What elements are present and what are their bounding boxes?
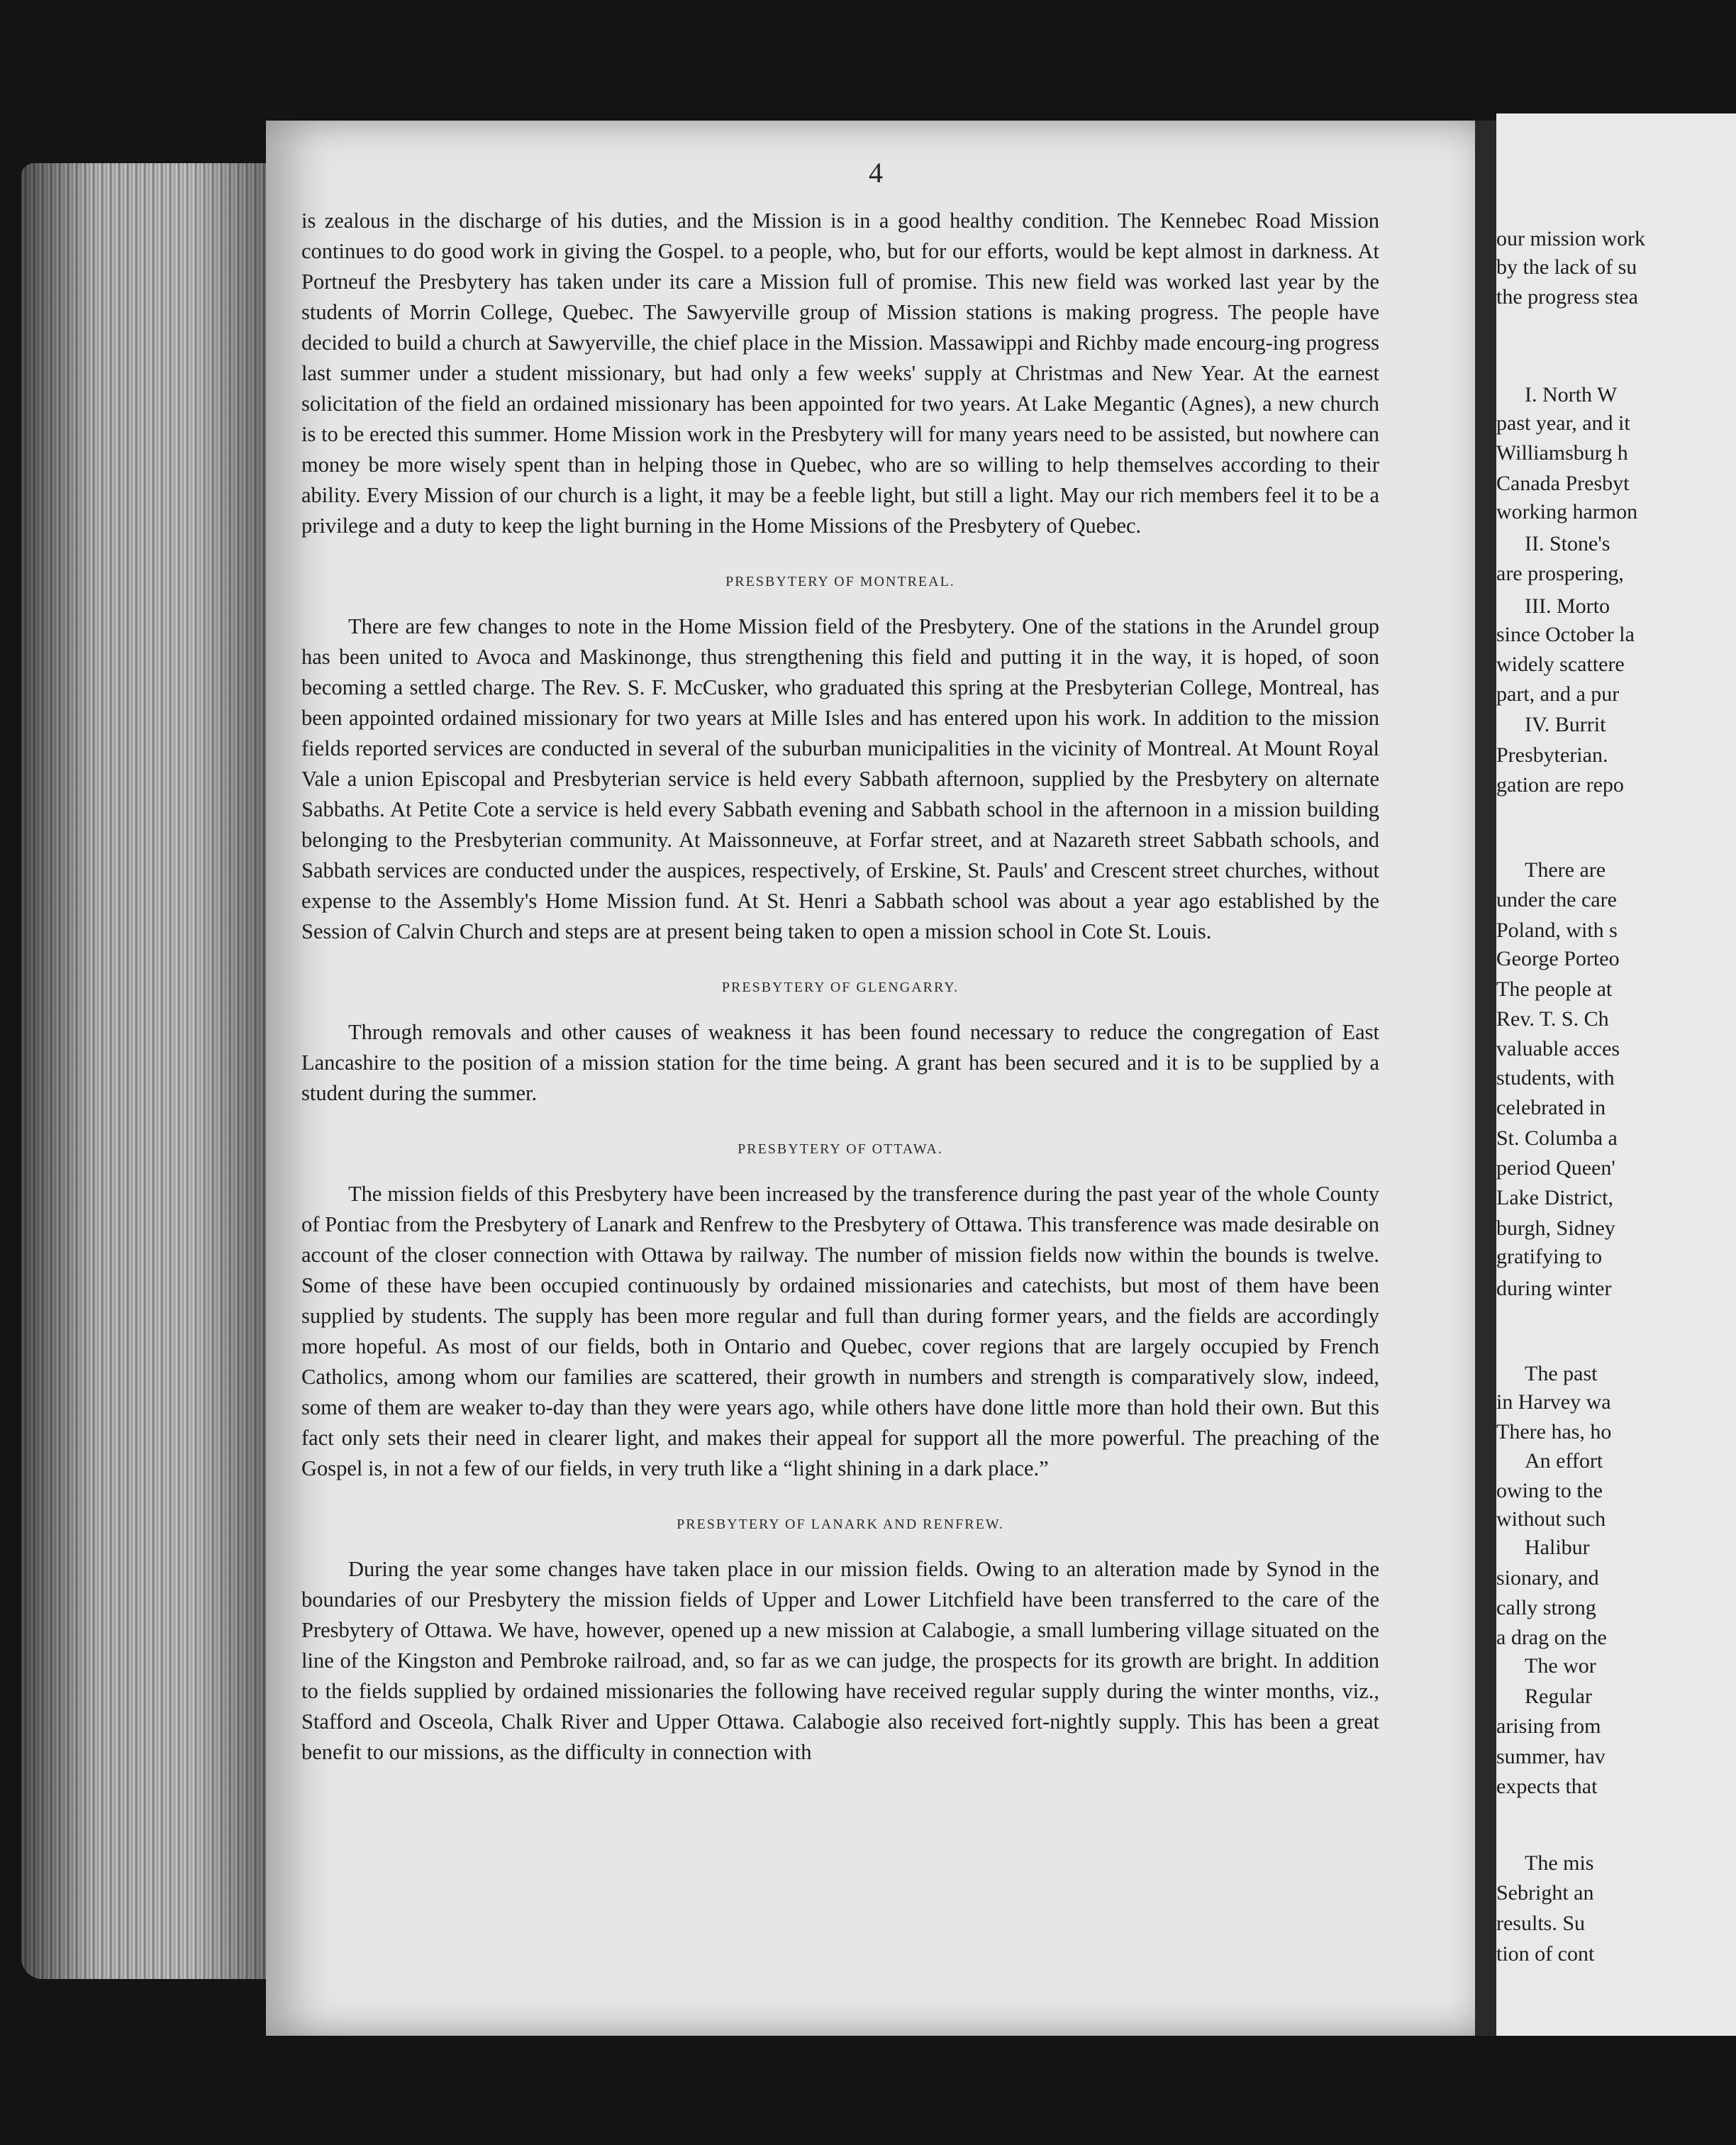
- right-page-line: widely scattere: [1496, 653, 1625, 676]
- right-page-line: gation are repo: [1496, 773, 1624, 797]
- right-page-line: Williamsburg h: [1496, 441, 1628, 465]
- right-page-line: tion of cont: [1496, 1942, 1595, 1966]
- right-page-line: George Porteo: [1496, 947, 1620, 970]
- right-page-line: Sebright an: [1496, 1881, 1594, 1905]
- right-page-line: past year, and it: [1496, 411, 1630, 435]
- right-page-line: without such: [1496, 1507, 1606, 1531]
- right-page-line: Rev. T. S. Ch: [1496, 1007, 1609, 1031]
- right-page-line: are prospering,: [1496, 562, 1624, 585]
- section-heading-glengarry: PRESBYTERY OF GLENGARRY.: [721, 980, 959, 995]
- section-heading-montreal: PRESBYTERY OF MONTREAL.: [725, 574, 955, 589]
- right-page-line: since October la: [1496, 623, 1635, 646]
- right-page-line: by the lack of su: [1496, 255, 1637, 279]
- section-heading-lanark-renfrew: PRESBYTERY OF LANARK AND RENFREW.: [677, 1517, 1004, 1532]
- right-page-partial: [1496, 113, 1736, 2036]
- right-page-line: celebrated in: [1496, 1096, 1606, 1119]
- right-page-line: during winter: [1496, 1277, 1612, 1300]
- right-page-line: The past: [1525, 1362, 1598, 1385]
- right-page-line: under the care: [1496, 888, 1617, 911]
- right-page-line: working harmon: [1496, 500, 1638, 523]
- page-body: [301, 206, 1379, 1768]
- right-page-line: in Harvey wa: [1496, 1390, 1611, 1414]
- right-page-line: Regular: [1525, 1685, 1592, 1708]
- page-number: 4: [869, 157, 883, 189]
- right-page-line: gratifying to: [1496, 1245, 1603, 1268]
- right-page-line: The people at: [1496, 977, 1613, 1001]
- right-page-line: St. Columba a: [1496, 1126, 1618, 1150]
- right-page-line: a drag on the: [1496, 1626, 1607, 1649]
- section-text-ottawa: The mission fields of this Presbytery have been increased by the transference during the past year of the whole County of Pontiac from the Presbytery of Lanark and Renfrew to the Presbytery of Ottawa. This transference was made desirable on account of the closer connection with Ottawa by railway. The number of mission fields now within the bounds is twelve. Some of these have been occupied continuously by ordained missionaries and catechists, but most of them have been supplied by students. The supply has been more regular and full than during former years, and the fields are accordingly more hopeful. As most of our fields, both in Ontario and Quebec, cover regions that are largely occupied by French Catholics, among whom our families are scattered, their growth in numbers and strength is comparatively slow, indeed, some of them are weaker to-day than they were years ago, while others have done little more than hold their own. But this fact only sets their need in clearer light, and makes their appeal for support all the more powerful. The preaching of the Gospel is, in not a few of our fields, in very truth like a “light shining in a dark place.”: [301, 1182, 1379, 1480]
- section-heading-ottawa: PRESBYTERY OF OTTAWA.: [738, 1141, 943, 1157]
- left-page: [266, 121, 1486, 2036]
- right-page-line: sionary, and: [1496, 1566, 1599, 1590]
- book-gutter: [1475, 121, 1496, 2036]
- right-page-line: Canada Presbyt: [1496, 472, 1630, 495]
- right-page-line: II. Stone's: [1525, 532, 1610, 555]
- right-page-line: burgh, Sidney: [1496, 1216, 1615, 1240]
- right-page-line: owing to the: [1496, 1479, 1603, 1502]
- right-page-line: There has, ho: [1496, 1420, 1612, 1443]
- right-page-line: Lake District,: [1496, 1186, 1613, 1209]
- right-page-line: IV. Burrit: [1525, 713, 1606, 736]
- right-page-line: Halibur: [1525, 1536, 1590, 1559]
- right-page-line: The mis: [1525, 1851, 1594, 1875]
- right-page-line: valuable acces: [1496, 1037, 1620, 1060]
- right-page-line: results. Su: [1496, 1912, 1586, 1935]
- right-page-line: arising from: [1496, 1714, 1601, 1738]
- right-page-line: An effort: [1525, 1449, 1603, 1473]
- right-page-line: The wor: [1525, 1654, 1596, 1678]
- right-page-line: summer, hav: [1496, 1745, 1606, 1768]
- page-edge-shadow: [21, 163, 266, 1979]
- section-text-montreal: There are few changes to note in the Home Mission field of the Presbytery. One of the stations in the Arundel group has been united to Avoca and Maskinonge, thus strengthening this field and putting it in the way, it is hoped, of soon becoming a settled charge. The Rev. S. F. McCusker, who graduated this spring at the Presbyterian College, Montreal, has been appointed ordained missionary for two years at Mille Isles and has entered upon his work. In addition to the mission fields reported services are conducted in several of the suburban municipalities in the vicinity of Montreal. At Mount Royal Vale a union Episcopal and Presbyterian service is held every Sabbath afternoon, supplied by the Presbytery on alternate Sabbaths. At Petite Cote a service is held every Sabbath evening and Sabbath school in the afternoon in a mission building belonging to the Presbyterian community. At Maissonneuve, at Forfar street, and at Nazareth street Sabbath schools, and Sabbath services are conducted under the auspices, respectively, of Erskine, St. Pauls' and Crescent street churches, without expense to the Assembly's Home Mission fund. At St. Henri a Sabbath school was about a year ago established by the Session of Calvin Church and steps are at present being taken to open a mission school in Cote St. Louis.: [301, 614, 1379, 943]
- right-page-line: expects that: [1496, 1775, 1598, 1798]
- right-page-line: part, and a pur: [1496, 682, 1620, 706]
- section-text-glengarry: Through removals and other causes of weakness it has been found necessary to reduce the congregation of East Lancashire to the position of a mission station for the time being. A grant has been secured and it is to be supplied by a student during the summer.: [301, 1020, 1379, 1105]
- intro-paragraph: is zealous in the discharge of his duties, and the Mission is in a good healthy condition. The Kennebec Road Mission continues to do good work in giving the Gospel. to a people, who, but for our efforts, would be kept almost in darkness. At Portneuf the Presbytery has taken under its care a Mission full of promise. This new field was worked last year by the students of Morrin College, Quebec. The Sawyerville group of Mission stations is making progress. The people have decided to build a church at Sawyerville, the chief place in the Mission. Massawippi and Richby made encourg-ing progress last summer under a student missionary, but had only a few weeks' supply at Christmas and New Year. At the earnest solicitation of the field an ordained missionary has been appointed for two years. At Lake Megantic (Agnes), a new church is to be erected this summer. Home Mission work in the Presbytery will for many years need to be assisted, but nowhere can money be more wisely spent than in helping those in Quebec, who are so willing to help themselves according to their ability. Every Mission of our church is a light, it may be a feeble light, but still a light. May our rich members feel it to be a privilege and a duty to keep the light burning in the Home Missions of the Presbytery of Quebec.: [301, 209, 1379, 538]
- right-page-line: Poland, with s: [1496, 919, 1618, 942]
- section-text-lanark-renfrew: During the year some changes have taken place in our mission fields. Owing to an alteration made by Synod in the boundaries of our Presbytery the mission fields of Upper and Lower Litchfield have been transferred to the care of the Presbytery of Ottawa. We have, however, opened up a new mission at Calabogie, a small lumbering village situated on the line of the Kingston and Pembroke railroad, and, so far as we can judge, the prospects for its growth are bright. In addition to the fields supplied by ordained missionaries the following have received regular supply during the winter months, viz., Stafford and Osceola, Chalk River and Upper Ottawa. Calabogie also received fort-nightly supply. This has been a great benefit to our missions, as the difficulty in connection with: [301, 1557, 1379, 1764]
- right-page-line: I. North W: [1525, 383, 1618, 406]
- right-page-line: There are: [1525, 858, 1606, 882]
- right-page-line: Presbyterian.: [1496, 743, 1608, 767]
- right-page-line: our mission work: [1496, 227, 1645, 250]
- right-page-line: period Queen': [1496, 1156, 1615, 1180]
- right-page-line: III. Morto: [1525, 594, 1610, 618]
- right-page-line: the progress stea: [1496, 285, 1638, 309]
- right-page-line: cally strong: [1496, 1596, 1596, 1619]
- right-page-line: students, with: [1496, 1066, 1615, 1090]
